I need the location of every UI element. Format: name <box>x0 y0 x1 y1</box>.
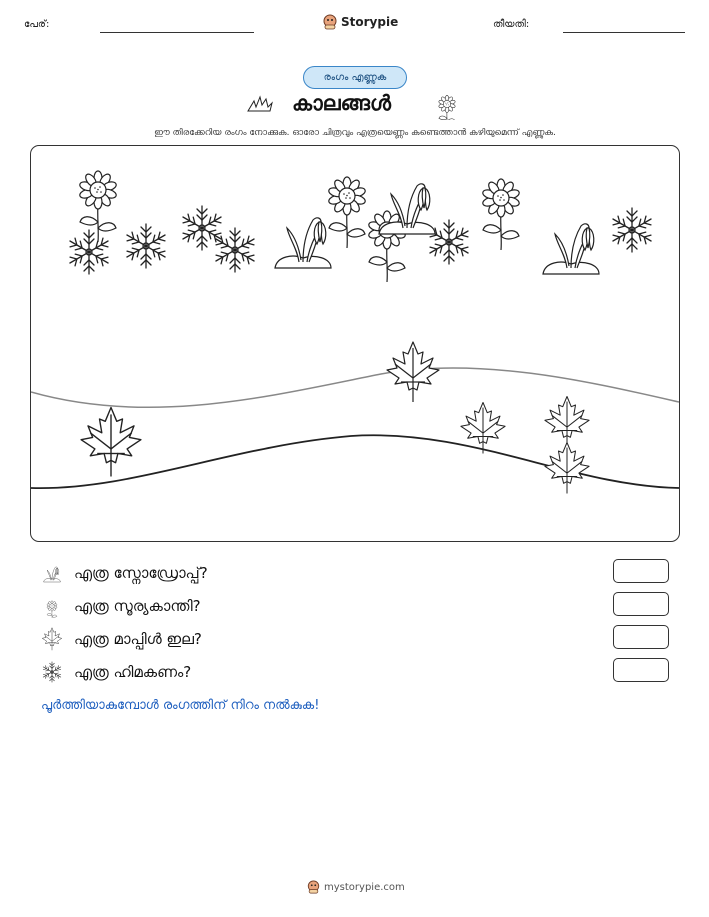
scene-illustration <box>31 146 679 541</box>
brand-logo <box>323 14 398 30</box>
maple-leaf-icon <box>40 627 64 651</box>
sunflower-1 <box>79 171 118 242</box>
maple-leaf-5 <box>545 443 589 494</box>
instructions: ഈ തിരക്കേറിയ രംഗം നോക്കുക. ഓരോ ചിത്രവും എത്രയെണ്ണം കണ്ടെത്താൻ കഴിയുമെന്ന് എണ്ണുക. <box>154 128 556 138</box>
question-text: എത്ര മാപ്പിൾ ഇല? <box>74 630 202 648</box>
site-footer <box>307 880 405 894</box>
maple-leaf-4 <box>545 397 589 448</box>
snowflake-3 <box>180 206 223 250</box>
question-row-sunflower <box>40 594 201 618</box>
question-text: എത്ര സൂര്യകാന്തി? <box>74 597 201 615</box>
question-text: എത്ര ഹിമകണം? <box>74 663 192 681</box>
date-label: തീയതി: <box>493 19 530 30</box>
worksheet-title: കാലങ്ങൾ <box>292 91 391 115</box>
snowdrop-3 <box>543 224 599 274</box>
question-row-snowdrop <box>40 561 208 585</box>
maple-leaf-2 <box>81 408 141 477</box>
snowdrop-icon <box>40 561 64 585</box>
sunflower-4 <box>482 179 521 250</box>
storypie-mascot-icon <box>307 880 320 894</box>
snowdrop-2 <box>379 184 435 234</box>
title-sunflower-icon <box>435 90 459 120</box>
back-hill-line <box>31 368 679 407</box>
name-label: പേര്: <box>24 19 50 30</box>
question-text: എത്ര സ്നോഡ്രോപ്പ്? <box>74 564 208 582</box>
maple-leaf-1 <box>387 342 439 402</box>
brand-name: Storypie <box>341 15 399 29</box>
answer-box-maple-leaf[interactable] <box>613 625 669 649</box>
snowflake-4 <box>213 228 256 272</box>
snowflake-icon <box>40 660 64 684</box>
answer-box-snowflake[interactable] <box>613 658 669 682</box>
sunflower-3 <box>368 211 407 282</box>
site-url[interactable]: mystorypie.com <box>324 881 405 893</box>
name-line[interactable] <box>100 32 254 33</box>
sunflower-icon <box>40 594 64 618</box>
date-line[interactable] <box>563 32 685 33</box>
color-instruction: പൂർത്തിയാകുമ്പോൾ രംഗത്തിന് നിറം നൽകുക! <box>41 698 320 713</box>
snowdrop-1 <box>275 218 331 268</box>
snowflake-6 <box>610 208 653 252</box>
snowflake-1 <box>67 230 110 274</box>
storypie-mascot-icon <box>323 14 337 30</box>
sunflower-2 <box>328 177 367 248</box>
question-row-snowflake <box>40 660 191 684</box>
question-row-maple-leaf <box>40 627 202 651</box>
snowflake-2 <box>124 224 167 268</box>
counting-scene <box>30 145 680 542</box>
category-pill: രംഗം എണ്ണുക <box>303 66 407 89</box>
leaf-pile-icon <box>246 93 274 115</box>
answer-box-snowdrop[interactable] <box>613 559 669 583</box>
answer-box-sunflower[interactable] <box>613 592 669 616</box>
snowflake-5 <box>427 220 470 264</box>
